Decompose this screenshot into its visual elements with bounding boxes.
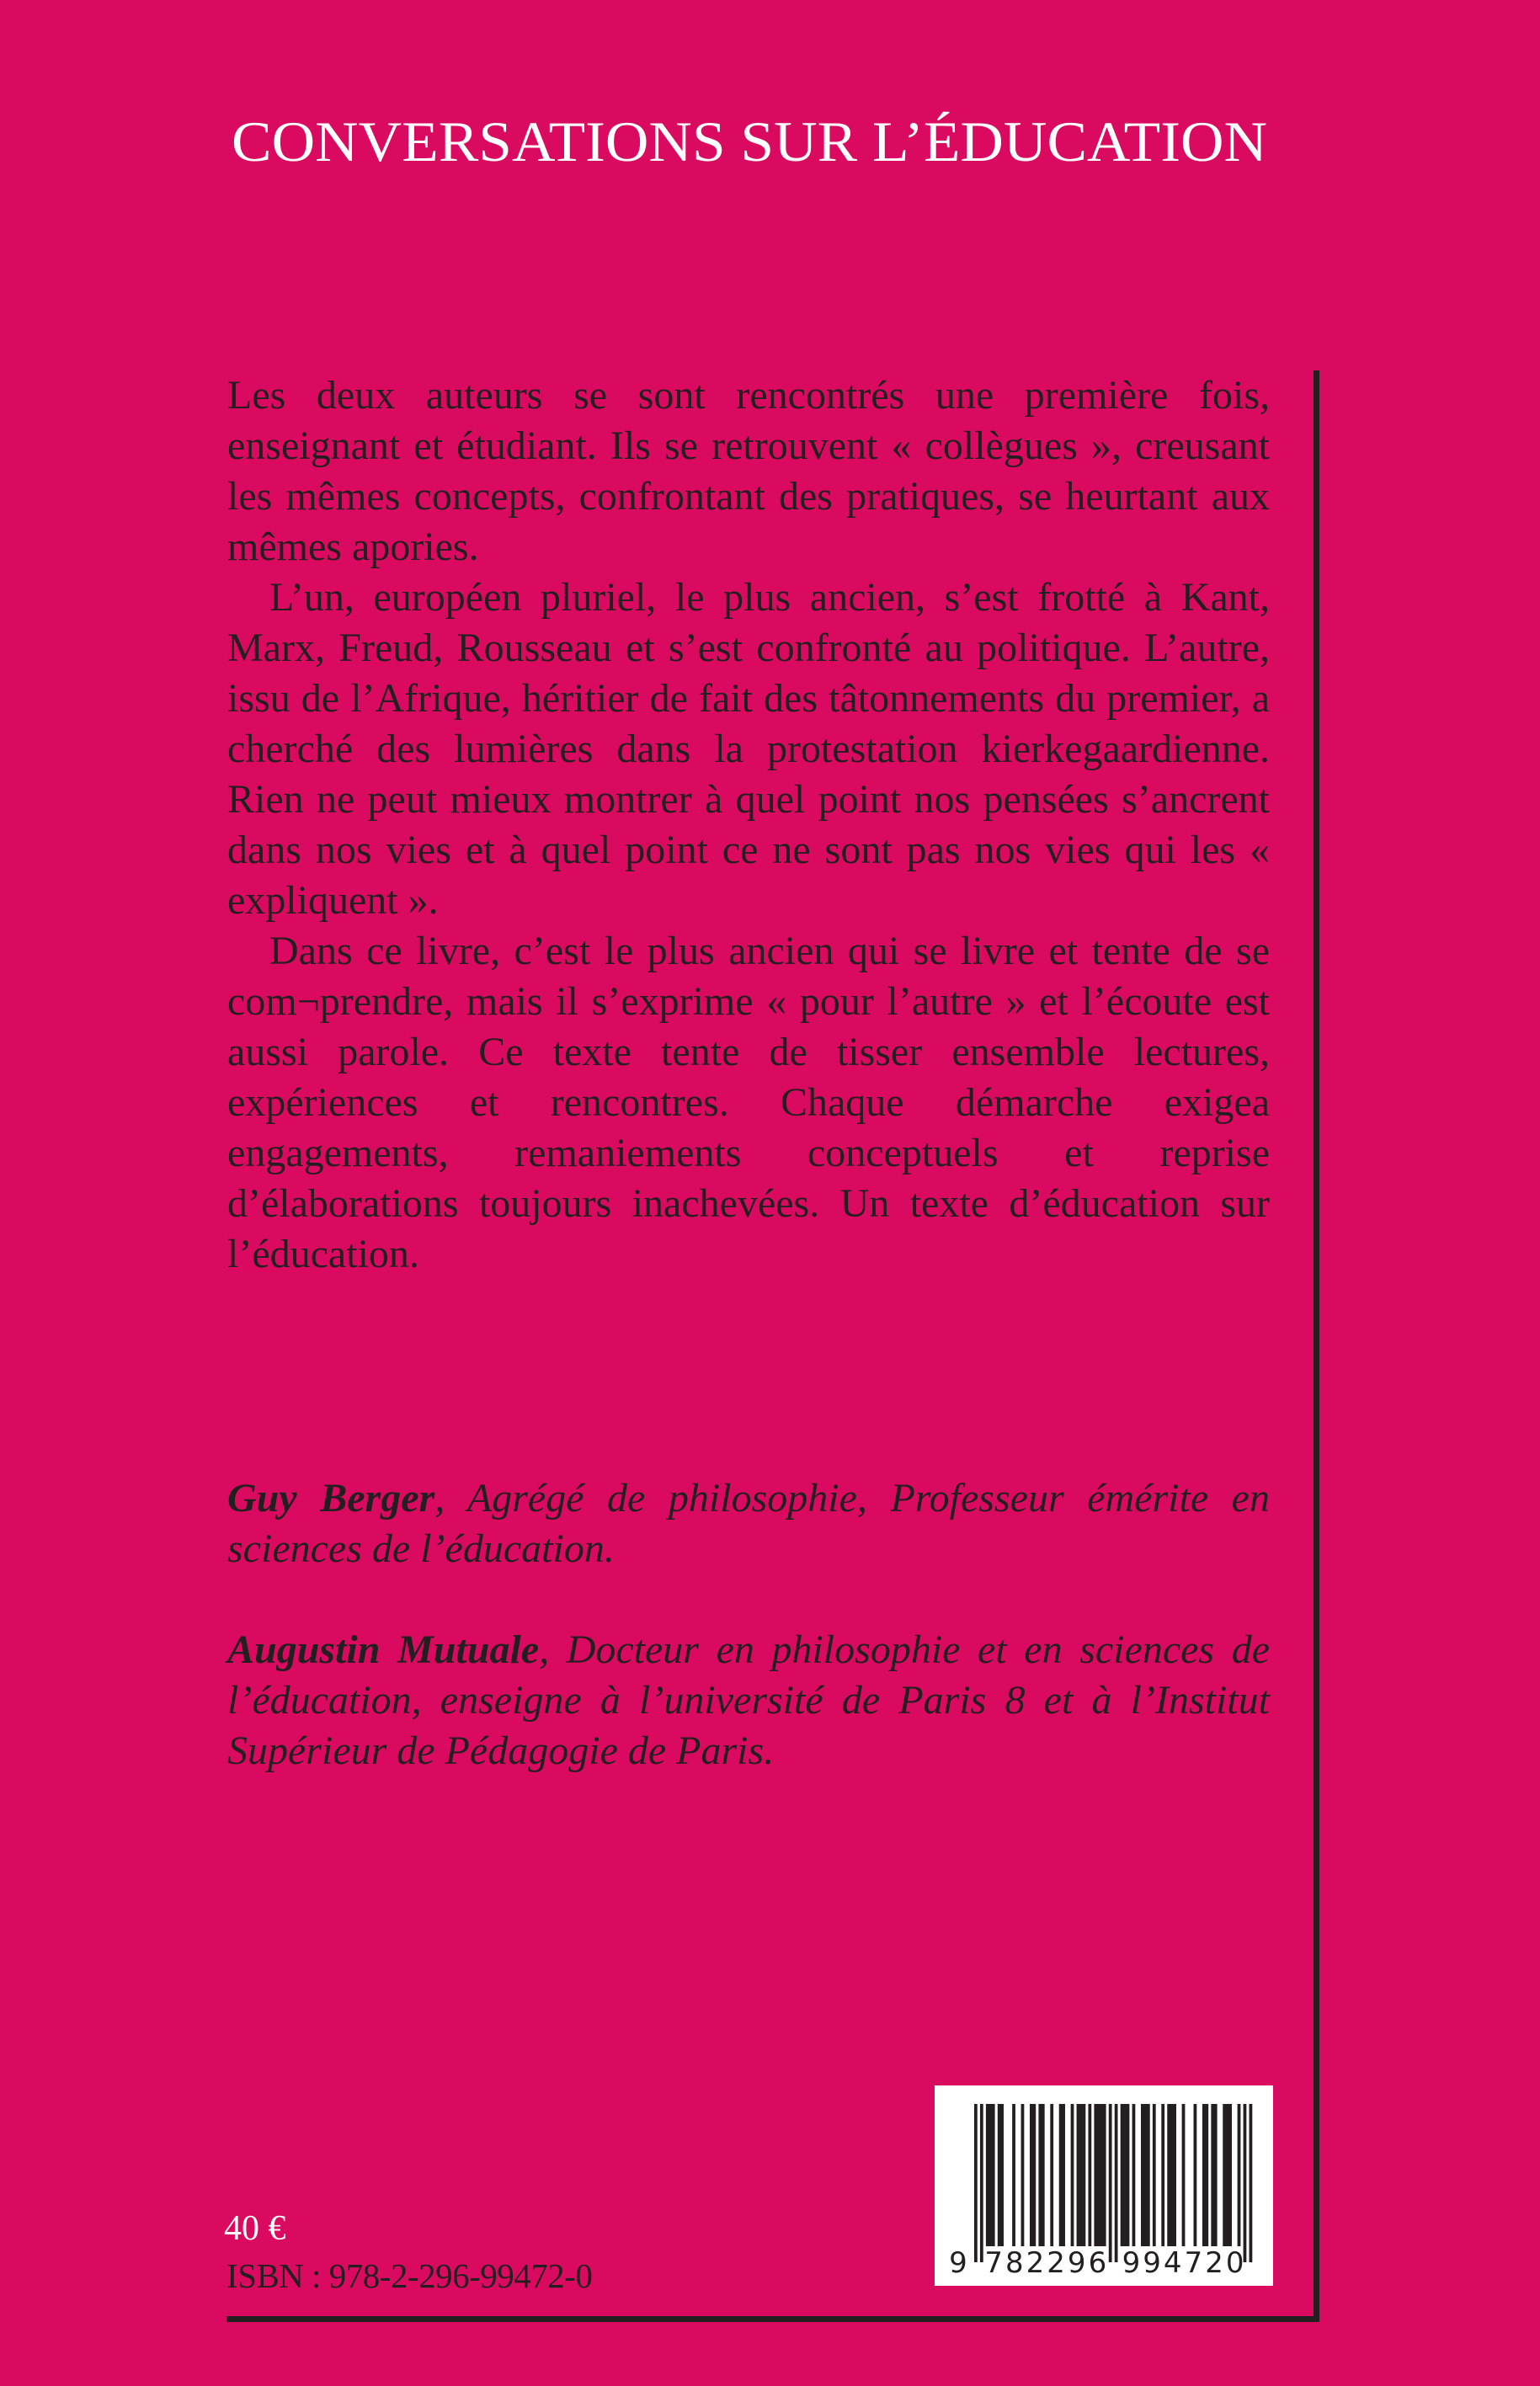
- blurb-paragraph-3: Dans ce livre, c’est le plus ancien qui se livre et tente de se com¬prendre, mais il s’exprime « pour l’autre » et l’écoute est aussi parole. Ce texte tente de tisser ensemble lectures, expériences et rencontres. Chaque démarche exigea engagements, remaniements conceptuels et reprise d’élaborations toujours inachevées. Un texte d’éducation sur l’éducation.: [227, 929, 1270, 1276]
- horizontal-rule: [226, 2316, 1319, 2322]
- author-bio-guy-berger: [227, 1473, 1270, 1574]
- barcode: [935, 2085, 1273, 2286]
- isbn-label: ISBN : 978-2-296-99472-0: [226, 2256, 593, 2295]
- blurb-paragraph-1: Les deux auteurs se sont rencontrés une première fois, enseignant et étudiant. Ils se retrouvent « collègues », creusant les mêmes concepts, confrontant des pratiques, se heurtant aux mêmes apories.: [227, 373, 1270, 569]
- book-title-text: CONVERSATIONS SUR L’ÉDUCATION: [232, 109, 1267, 173]
- barcode-icon: [935, 2085, 1273, 2286]
- vertical-rule: [1314, 370, 1319, 2321]
- book-title: [232, 108, 1267, 175]
- author-name: Augustin Mutuale: [227, 1627, 540, 1672]
- svg-text:9: 9: [949, 2246, 967, 2280]
- author-description: , Agrégé de philosophie, Professeur émérite en sciences de l’éducation.: [227, 1476, 1270, 1571]
- author-bio-augustin-mutuale: [227, 1625, 1270, 1776]
- blurb-paragraph-2: L’un, européen pluriel, le plus ancien, s’est frotté à Kant, Marx, Freud, Rousseau et s’est confronté au politique. L’autre, issu de l’Afrique, héritier de fait des tâtonnements du premier, a cherché des lumières dans la protestation kierkegaardienne. Rien ne peut mieux montrer à quel point nos pensées s’ancrent dans nos vies et à quel point ce ne sont pas nos vies qui les « expliquent ».: [227, 575, 1270, 923]
- svg-text:782296: 782296: [984, 2246, 1110, 2280]
- price-label: 40 €: [224, 2209, 286, 2248]
- back-cover-blurb: [227, 370, 1270, 1280]
- svg-text:994720: 994720: [1122, 2246, 1247, 2280]
- author-bios: [227, 1473, 1270, 1827]
- author-name: Guy Berger: [227, 1476, 435, 1521]
- author-description: , Docteur en philosophie et en sciences de l’éducation, enseigne à l’université de Paris 8 et à l’Institut Supérieur de Pédagogie de Paris.: [227, 1627, 1270, 1773]
